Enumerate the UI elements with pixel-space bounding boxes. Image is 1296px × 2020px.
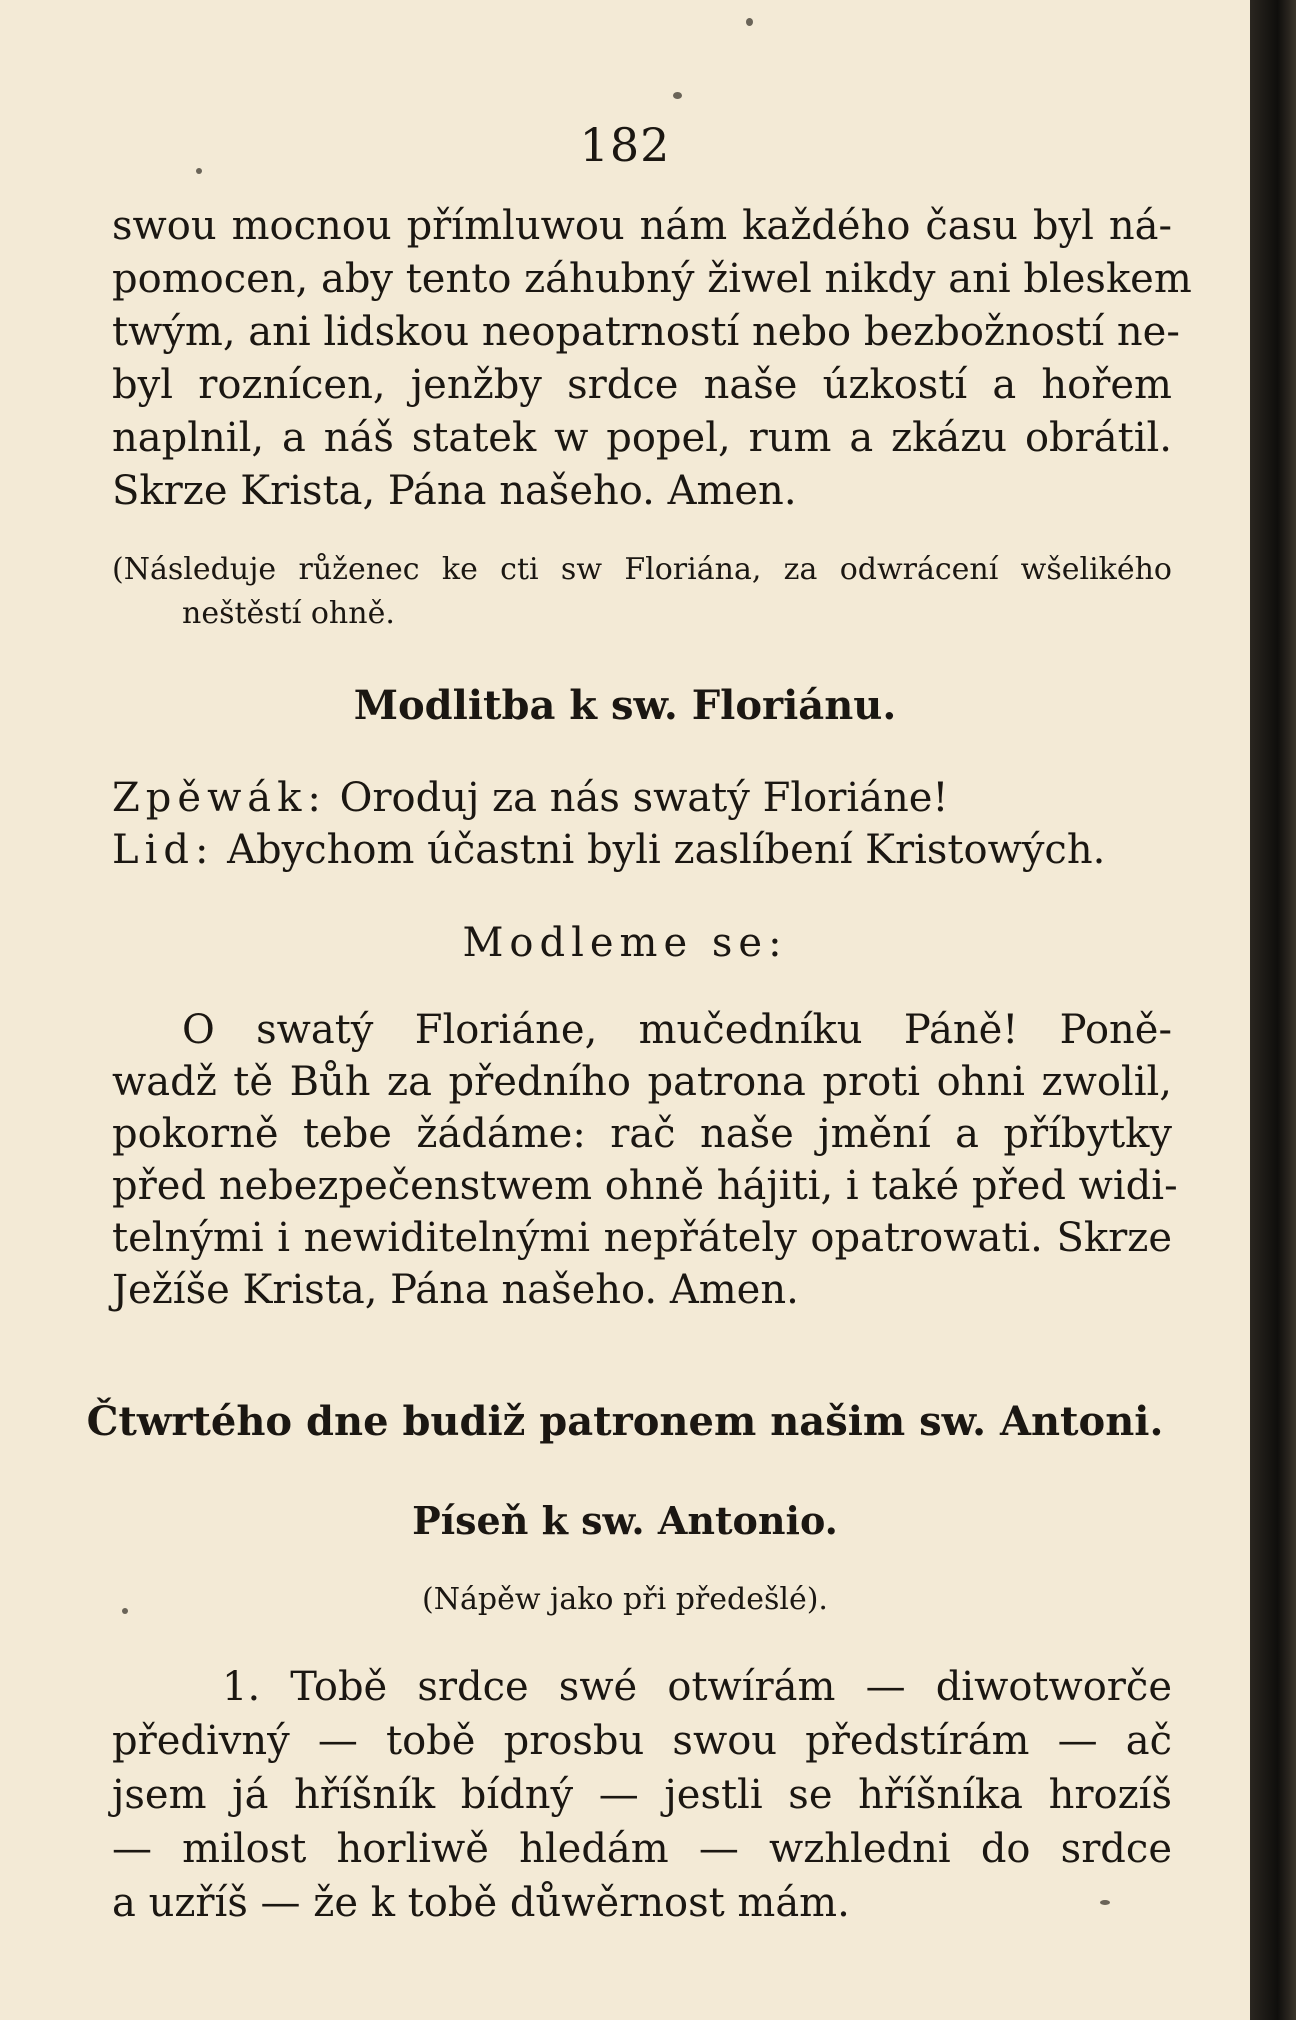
versicle-cantor: [112, 772, 1172, 824]
day-heading: Čtwrtého dne budiž patronem našim sw. Antoni.: [86, 1398, 1164, 1445]
text-line: jsem já hříšník bídný — jestli se hříšníka hrozíš: [112, 1772, 1172, 1818]
cantor-label: Zpěwák:: [112, 775, 327, 821]
text-line: O swatý Floriáne, mučedníku Páně! Poně-: [182, 1007, 1172, 1053]
ink-speck: [673, 92, 682, 99]
text-line: byl roznícen, jenžby srdce naše úzkostí a hořem: [112, 362, 1172, 408]
text-line: pokorně tebe žádáme: rač naše jmění a příbytky: [112, 1111, 1172, 1157]
text-line: a uzříš — že k tobě důwěrnost mám.: [112, 1880, 850, 1926]
prayer-ending-paragraph: [112, 200, 1192, 518]
note-line: neštěstí ohně.: [182, 596, 395, 631]
text-line: naplnil, a náš statek w popel, rum a zkázu obrátil.: [112, 415, 1172, 461]
page-number: 182: [579, 118, 671, 172]
text-line: 1. Tobě srdce swé otwírám — diwotworče: [222, 1664, 1172, 1710]
cantor-text: Oroduj za nás swatý Floriáne!: [339, 775, 949, 821]
ink-speck: [746, 18, 753, 26]
text-line: Skrze Krista, Pána našeho. Amen.: [112, 468, 797, 514]
ink-speck: [122, 1608, 128, 1614]
melody-note: (Nápěw jako při předešlé).: [422, 1582, 828, 1617]
litany-note: [112, 548, 1172, 636]
stanza-1: [112, 1660, 1172, 1930]
ink-speck: [1100, 1900, 1110, 1905]
people-label: Lid:: [112, 827, 215, 873]
prayer-body-paragraph: [112, 1004, 1178, 1316]
text-line: — milost horliwě hledám — wzhledni do srdce: [112, 1826, 1172, 1872]
text-line: pomocen, aby tento záhubný žiwel nikdy ani bleskem: [112, 256, 1192, 302]
note-line: (Následuje růženec ke cti sw Floriána, za odwrácení wšelikého: [112, 552, 1172, 587]
text-line: před nebezpečenstwem ohně hájiti, i také před widi-: [112, 1163, 1178, 1209]
prayer-title: Modlitba k sw. Floriánu.: [353, 682, 897, 729]
text-line: wadž tě Bůh za předního patrona proti ohni zwolil,: [112, 1059, 1172, 1105]
book-spine-edge: [1250, 0, 1296, 2020]
text-line: předivný — tobě prosbu swou předstírám — ač: [112, 1718, 1172, 1764]
ink-speck: [196, 168, 202, 174]
text-line: swou mocnou přímluwou nám každého času byl ná-: [112, 203, 1172, 249]
let-us-pray: Modleme se:: [462, 920, 788, 966]
text-line: twým, ani lidskou neopatrností nebo bezbožností ne-: [112, 309, 1180, 355]
text-line: Ježíše Krista, Pána našeho. Amen.: [112, 1267, 799, 1313]
versicle-people: [112, 824, 1172, 876]
people-text: Abychom účastni byli zaslíbení Kristowých.: [227, 827, 1106, 873]
text-line: telnými i newiditelnými nepřátely opatrowati. Skrze: [112, 1215, 1172, 1261]
versicle: [112, 772, 1172, 876]
song-title: Píseň k sw. Antonio.: [412, 1498, 838, 1543]
